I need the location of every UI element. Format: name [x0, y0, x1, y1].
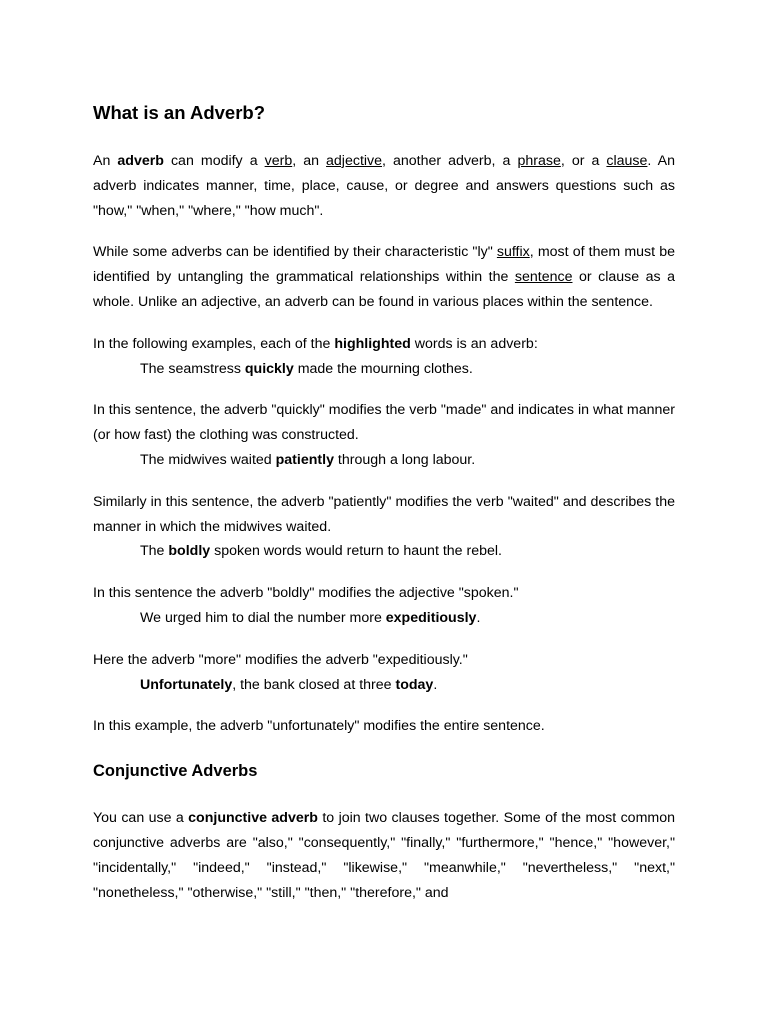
document-body	[93, 101, 675, 905]
section-heading: Conjunctive Adverbs	[93, 762, 258, 781]
paragraph-definition: An adverb can modify a verb, an adjective, another adverb, a phrase, or a clause. An adverb indicates manner, time, place, cause, or degree and answers questions such as "how," "when," "where," "how much".	[93, 153, 675, 219]
link-adjective[interactable]: adjective	[326, 153, 383, 169]
link-sentence[interactable]: sentence	[514, 269, 573, 286]
paragraph-suffix: While some adverbs can be identified by their characteristic "ly" suffix, most of them must be identified by untangling the grammatical relationships within the sentence or clause as a whole. Unlike an adjective, an adverb can be found in various places within the sentence.	[93, 244, 675, 310]
paragraph-conjunctive: You can use a conjunctive adverb to join two clauses together. Some of the most common conjunctive adverbs are "also," "consequently," "finally," "furthermore," "hence," "however," "incidentally," "indeed," "instead," "likewise," "meanwhile," "nevertheless," "next," "nonetheless," "otherwise," "still," "then," "therefore," and	[93, 810, 675, 901]
term-adverb: adverb	[117, 153, 164, 169]
link-phrase[interactable]: phrase	[517, 153, 561, 169]
link-verb[interactable]: verb	[264, 153, 293, 169]
example-sentence: The boldly spoken words would return to haunt the rebel.	[140, 543, 502, 560]
example-sentence: Unfortunately, the bank closed at three today.	[140, 676, 438, 693]
link-suffix[interactable]: suffix	[496, 244, 530, 261]
example-sentence: We urged him to dial the number more expeditiously.	[140, 609, 481, 626]
example-sentence: The midwives waited patiently through a long labour.	[140, 451, 476, 468]
link-clause[interactable]: clause	[606, 153, 648, 169]
paragraph-explanation: In this sentence the adverb "boldly" modifies the adjective "spoken."	[93, 585, 519, 602]
paragraph-explanation: Here the adverb "more" modifies the adverb "expeditiously."	[93, 651, 468, 668]
paragraph-explanation: In this sentence, the adverb "quickly" modifies the verb "made" and indicates in what manner (or how fast) the clothing was constructed.	[93, 402, 675, 444]
example-sentence: The seamstress quickly made the mourning clothes.	[140, 360, 473, 377]
paragraph-explanation: Similarly in this sentence, the adverb "patiently" modifies the verb "waited" and describes the manner in which the midwives waited.	[93, 493, 675, 535]
paragraph-examples-intro: In the following examples, each of the highlighted words is an adverb:	[93, 335, 538, 352]
paragraph-explanation: In this example, the adverb "unfortunately" modifies the entire sentence.	[93, 718, 545, 735]
page-title: What is an Adverb?	[93, 102, 266, 123]
